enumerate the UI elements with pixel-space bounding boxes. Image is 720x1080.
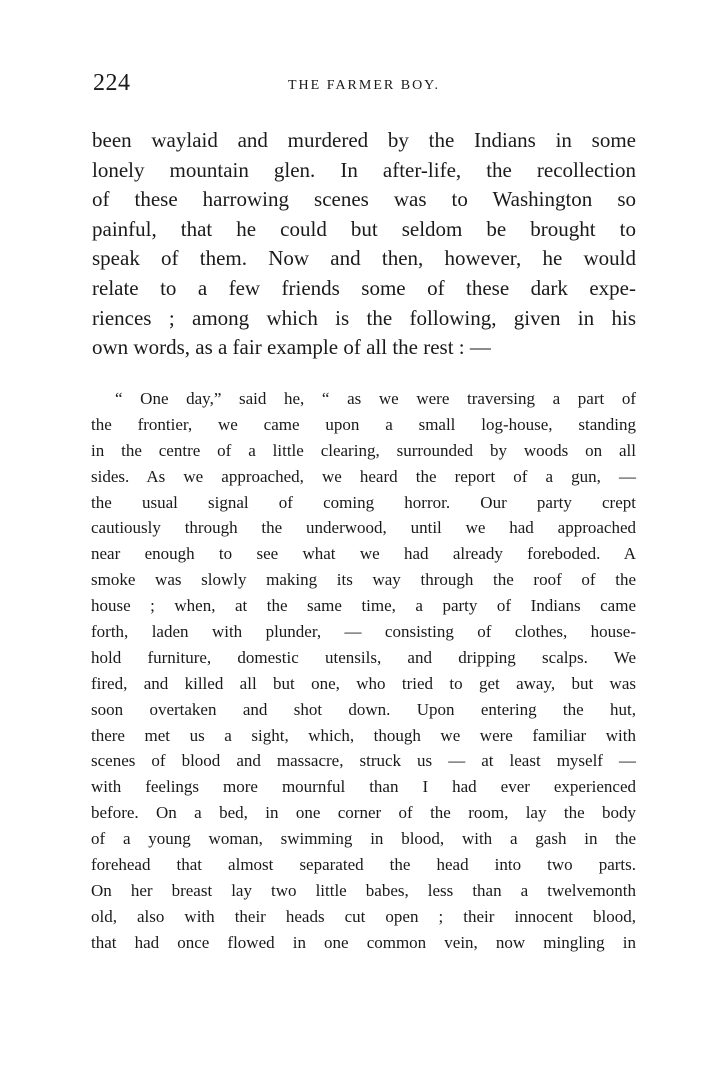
running-title: THE FARMER BOY. [287,78,440,93]
quote-line: fired, and killed all but one, who tried to get away, but was [91,673,636,693]
quote-line: “ One day,” said he, “ as we were traversing a part of [115,389,636,408]
page-header [93,70,635,106]
quote-line: there met us a sight, which, though we were familiar with [91,725,636,745]
body-line: lonely mountain glen. In after-life, the recollection [92,157,636,182]
quote-line: of a young woman, swimming in blood, with a gash in the [91,829,636,849]
quote-line: the frontier, we came upon a small log-house, standing [91,414,636,434]
body-line: been waylaid and murdered by the Indians in some [92,128,636,152]
quote-line: smoke was slowly making its way through the roof of the [91,570,636,590]
quote-line: cautiously through the underwood, until we had approached [91,518,636,538]
quote-line: in the centre of a little clearing, surrounded by woods on all [91,440,636,460]
quote-line: before. On a bed, in one corner of the room, lay the body [91,803,636,823]
body-line: speak of them. Now and then, however, he would [92,246,636,271]
quote-line: near enough to see what we had already foreboded. A [91,544,636,564]
body-line: own words, as a fair example of all the rest : — [92,335,491,360]
quote-line: On her breast lay two little babes, less than a twelvemonth [91,880,636,900]
body-line: relate to a few friends some of these dark expe- [92,275,636,300]
quote-line: scenes of blood and massacre, struck us — at least myself — [91,751,636,771]
quote-line: that had once flowed in one common vein, now mingling in [91,932,636,952]
quoted-passage [91,386,636,956]
body-line: painful, that he could but seldom be brought to [92,216,636,241]
quote-line: hold furniture, domestic utensils, and dripping scalps. We [91,647,636,667]
body-line: of these harrowing scenes was to Washington so [92,187,636,212]
quote-line: forth, laden with plunder, — consisting of clothes, house- [91,622,636,642]
body-paragraph [92,126,636,363]
quote-line: the usual signal of coming horror. Our party crept [91,492,636,512]
quote-line: old, also with their heads cut open ; their innocent blood, [91,906,636,926]
page-number: 224 [93,70,131,96]
body-line: riences ; among which is the following, given in his [92,305,636,330]
quote-line: sides. As we approached, we heard the report of a gun, — [91,466,636,486]
quote-line: soon overtaken and shot down. Upon entering the hut, [91,699,636,719]
quote-line: with feelings more mournful than I had ever experienced [91,777,636,797]
quote-line: forehead that almost separated the head into two parts. [91,855,636,875]
quote-line: house ; when, at the same time, a party of Indians came [91,596,636,616]
